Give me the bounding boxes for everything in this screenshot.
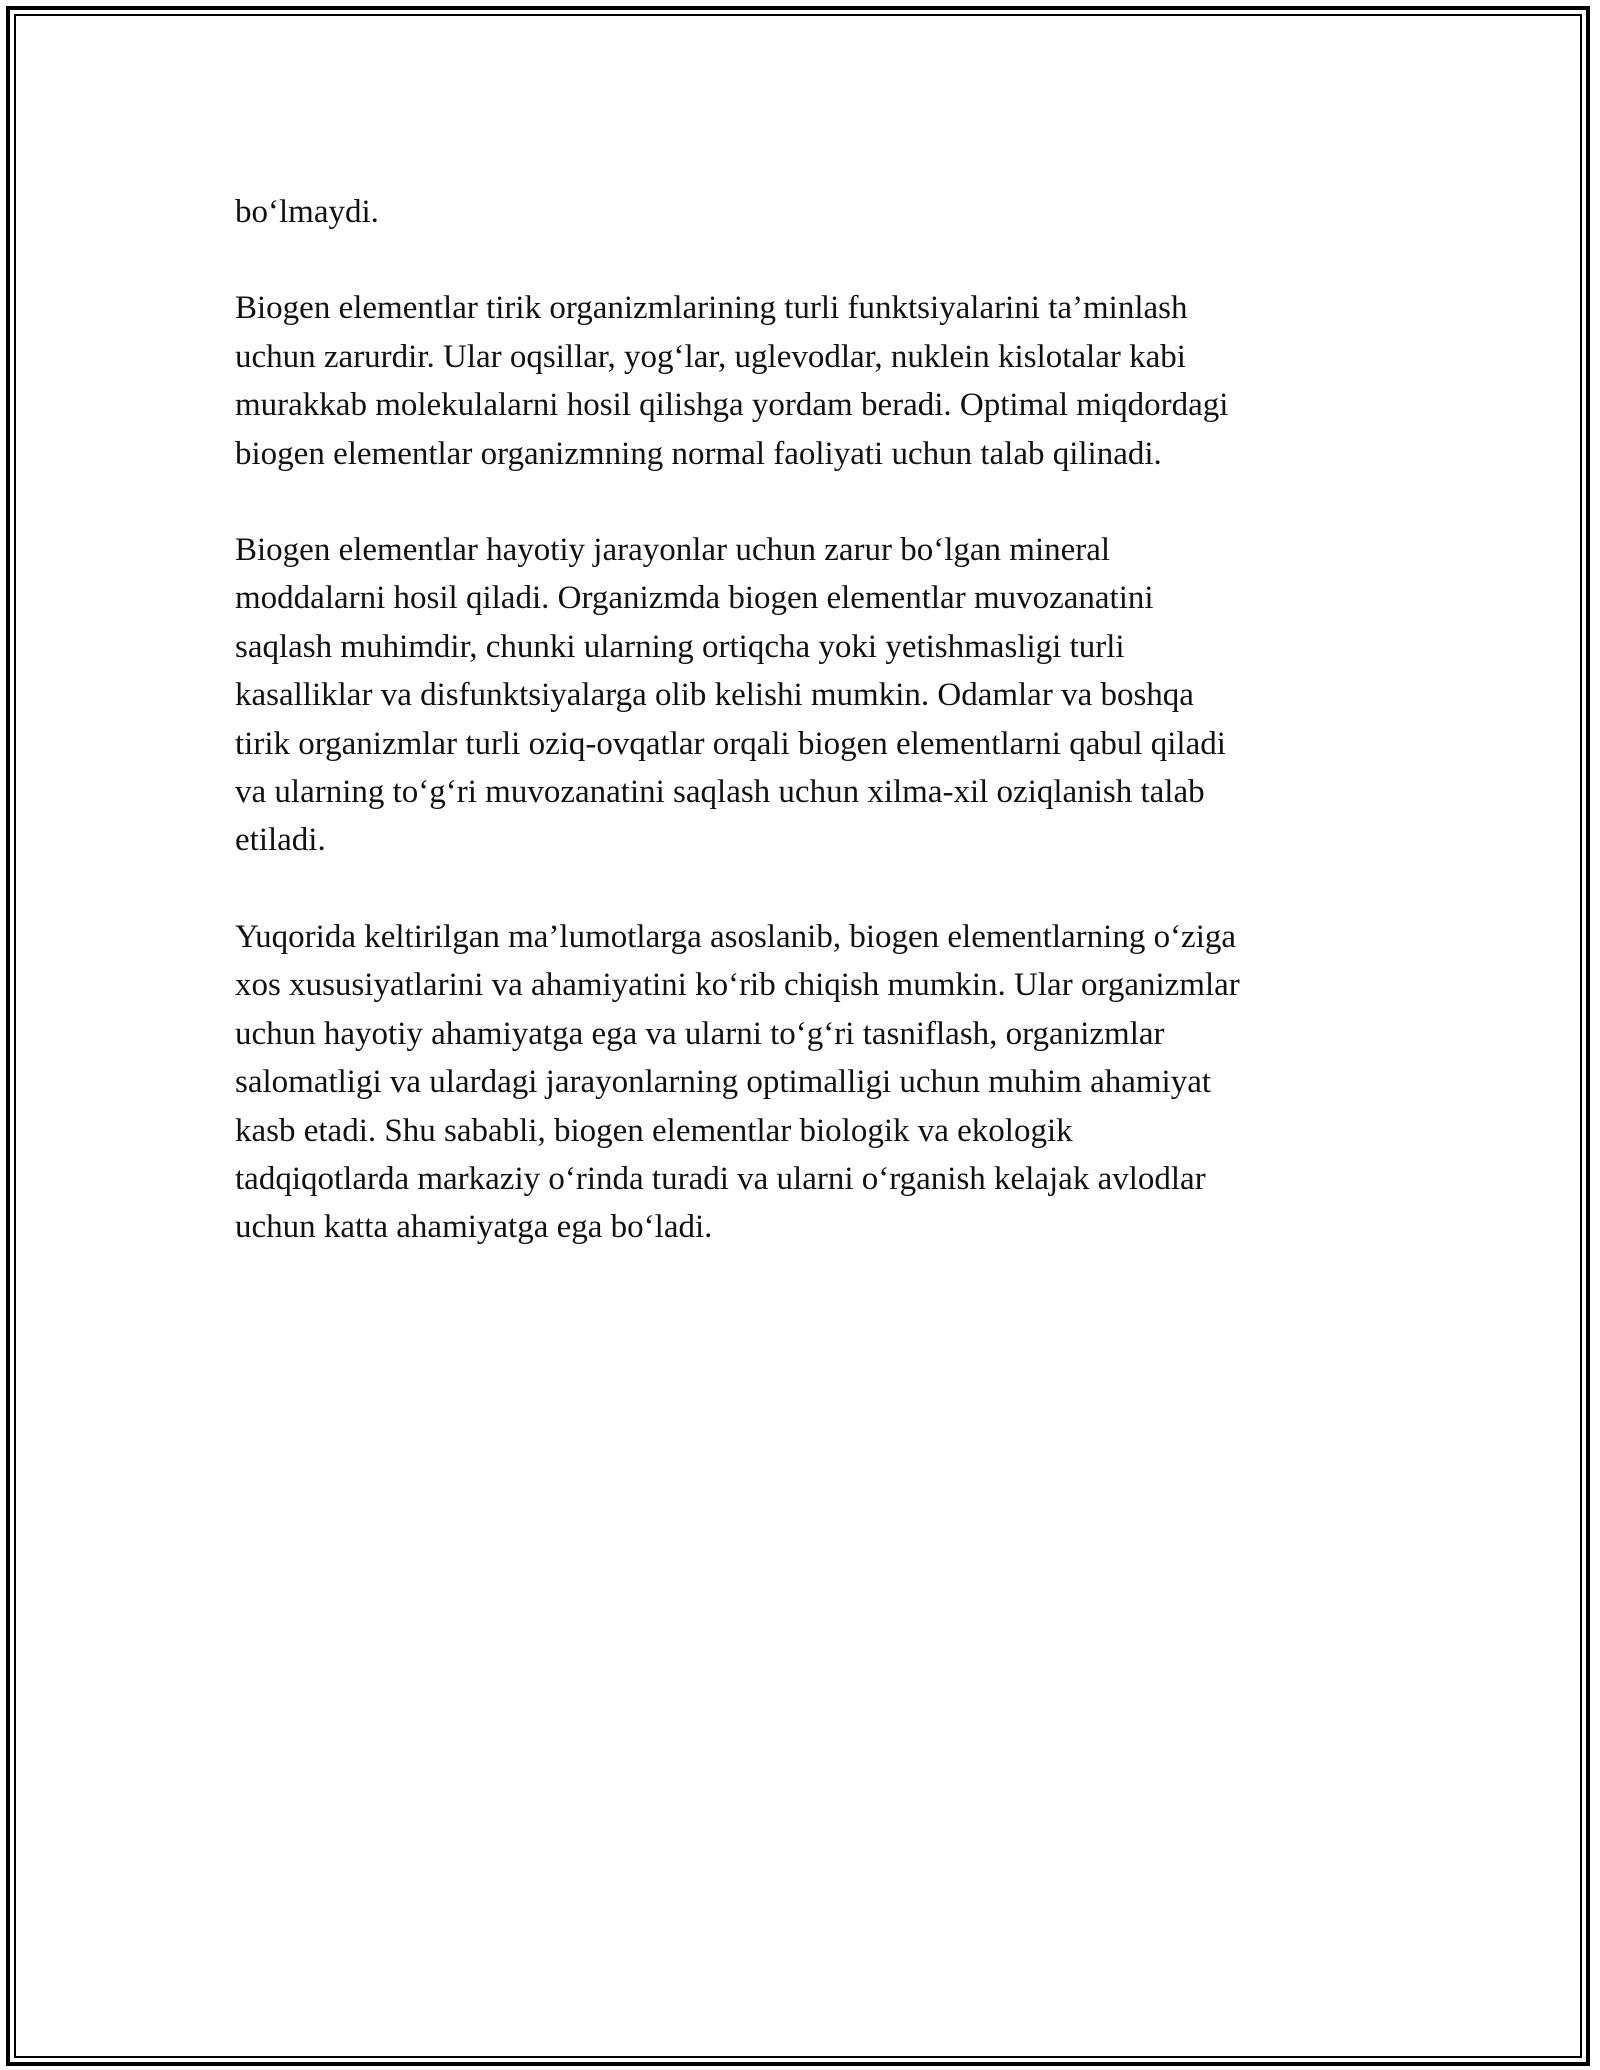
paragraph-biogen-balance: Biogen elementlar hayotiy jarayonlar uchun zarur bo‘lgan mineral moddalarni hosil qiladi. Organizmda biogen elementlar muvozanatini saqlash muhimdir, chunki ularning ortiqcha yoki yetishmasligi turli kasalliklar va disfunktsiyalarga olib kelishi mumkin. Odamlar va boshqa tirik organizmlar turli oziq-ovqatlar orqali biogen elementlarni qabul qiladi va ularning to‘g‘ri muvozanatini saqlash uchun xilma-xil oziqlanish talab etiladi. [235, 532, 1226, 859]
paragraph-conclusion: Yuqorida keltirilgan ma’lumotlarga asoslanib, biogen elementlarning o‘ziga xos xususiyatlarini va ahamiyatini ko‘rib chiqish mumkin. Ular organizmlar uchun hayotiy ahamiyatga ega va ularni to‘g‘ri tasniflash, organizmlar salomatligi va ulardagi jarayonlarning optimalligi uchun muhim ahamiyat kasb etadi. Shu sababli, biogen elementlar biologik va ekologik tadqiqotlarda markaziy o‘rinda turadi va ularni o‘rganish kelajak avlodlar uchun katta ahamiyatga ega bo‘ladi. [235, 918, 1240, 1246]
paragraph-biogen-functions: Biogen elementlar tirik organizmlarining turli funktsiyalarini ta’minlash uchun zarurdir. Ular oqsillar, yog‘lar, uglevodlar, nuklein kislotalar kabi murakkab molekulalarni hosil qilishga yordam beradi. Optimal miqdordagi biogen elementlar organizmning normal faoliyati uchun talab qilinadi. [235, 290, 1229, 472]
document-body [235, 188, 1365, 1300]
paragraph-continuation: bo‘lmaydi. [235, 194, 379, 230]
